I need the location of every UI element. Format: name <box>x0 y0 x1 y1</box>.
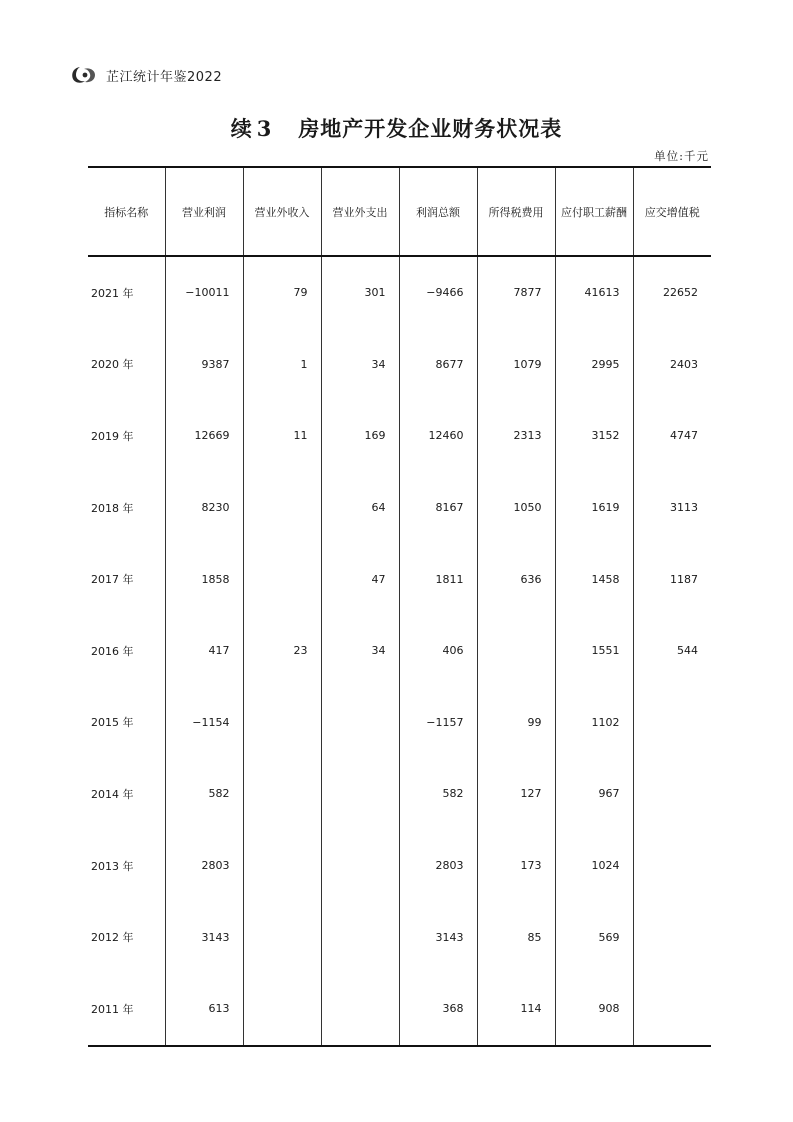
column-header: 利润总额 <box>399 167 477 256</box>
data-cell: 1079 <box>477 329 555 401</box>
running-header <box>70 64 222 86</box>
yearbook-logo-icon <box>70 65 98 85</box>
data-cell: 47 <box>321 543 399 615</box>
row-label-cell: 2019 年 <box>91 429 134 443</box>
data-cell: −9466 <box>399 256 477 329</box>
data-cell <box>321 830 399 902</box>
column-header: 所得税费用 <box>477 167 555 256</box>
data-cell: 368 <box>399 973 477 1046</box>
data-cell <box>243 687 321 759</box>
row-label-cell: 2021 年 <box>91 286 134 300</box>
data-cell <box>633 687 711 759</box>
unit-label: 单位:千元 <box>654 149 709 163</box>
table-row <box>88 329 711 401</box>
data-cell: 8677 <box>399 329 477 401</box>
data-cell: 1024 <box>555 830 633 902</box>
column-header: 应交增值税 <box>633 167 711 256</box>
data-cell: 967 <box>555 758 633 830</box>
table-row <box>88 758 711 830</box>
column-header: 指标名称 <box>88 167 165 256</box>
row-label-cell: 2016 年 <box>91 644 134 658</box>
data-cell <box>633 901 711 973</box>
data-cell: 569 <box>555 901 633 973</box>
data-cell: 2995 <box>555 329 633 401</box>
data-cell: 9387 <box>165 329 243 401</box>
data-cell: 301 <box>321 256 399 329</box>
data-cell: 1619 <box>555 472 633 544</box>
table-row <box>88 615 711 687</box>
data-cell <box>243 973 321 1046</box>
book-title: 芷江统计年鉴2022 <box>106 69 223 85</box>
data-cell: 636 <box>477 543 555 615</box>
data-cell: 1102 <box>555 687 633 759</box>
data-cell: −10011 <box>165 256 243 329</box>
data-cell: 34 <box>321 615 399 687</box>
row-label-cell: 2017 年 <box>91 573 134 587</box>
data-cell: 12460 <box>399 400 477 472</box>
row-label-cell: 2015 年 <box>91 716 134 730</box>
data-cell: 2803 <box>399 830 477 902</box>
data-cell: −1154 <box>165 687 243 759</box>
data-cell: 8230 <box>165 472 243 544</box>
title-prefix: 续 <box>230 116 253 141</box>
data-cell: 99 <box>477 687 555 759</box>
data-cell: 85 <box>477 901 555 973</box>
row-label-cell: 2011 年 <box>88 973 165 1046</box>
data-cell: 64 <box>321 472 399 544</box>
data-cell: 2803 <box>165 830 243 902</box>
data-cell: 1 <box>243 329 321 401</box>
data-cell <box>633 830 711 902</box>
data-cell: 12669 <box>165 400 243 472</box>
data-cell <box>477 615 555 687</box>
data-cell: 582 <box>165 758 243 830</box>
data-cell: 8167 <box>399 472 477 544</box>
data-cell: 3143 <box>165 901 243 973</box>
data-cell <box>321 973 399 1046</box>
data-cell: 1187 <box>633 543 711 615</box>
table-row <box>88 973 711 1046</box>
data-cell: 3152 <box>555 400 633 472</box>
data-cell: 7877 <box>477 256 555 329</box>
table-header-row <box>88 167 711 256</box>
data-cell: −1157 <box>399 687 477 759</box>
data-cell: 908 <box>555 973 633 1046</box>
data-cell <box>243 758 321 830</box>
page-title <box>0 113 793 143</box>
data-cell: 11 <box>243 400 321 472</box>
column-header: 营业利润 <box>165 167 243 256</box>
data-cell: 1811 <box>399 543 477 615</box>
data-cell: 3143 <box>399 901 477 973</box>
data-cell: 4747 <box>633 400 711 472</box>
data-cell: 582 <box>399 758 477 830</box>
data-cell <box>243 543 321 615</box>
row-label-cell: 2012 年 <box>91 931 134 945</box>
column-header: 应付职工薪酬 <box>555 167 633 256</box>
data-cell: 22652 <box>633 256 711 329</box>
data-cell: 2313 <box>477 400 555 472</box>
table-row <box>88 256 711 329</box>
data-cell: 23 <box>243 615 321 687</box>
finance-table <box>88 166 711 1047</box>
data-cell <box>321 901 399 973</box>
data-cell: 613 <box>165 973 243 1046</box>
data-cell <box>321 758 399 830</box>
data-cell <box>243 830 321 902</box>
column-header: 营业外收入 <box>243 167 321 256</box>
table-row <box>88 901 711 973</box>
data-cell: 2403 <box>633 329 711 401</box>
title-text: 房地产开发企业财务状况表 <box>298 116 563 141</box>
data-cell <box>633 758 711 830</box>
row-label-cell: 2013 年 <box>91 859 134 873</box>
data-cell: 41613 <box>555 256 633 329</box>
data-cell: 1858 <box>165 543 243 615</box>
data-cell: 406 <box>399 615 477 687</box>
data-cell <box>243 901 321 973</box>
data-cell: 1551 <box>555 615 633 687</box>
data-cell <box>243 472 321 544</box>
table-row <box>88 687 711 759</box>
row-label-cell: 2014 年 <box>91 787 134 801</box>
data-cell: 79 <box>243 256 321 329</box>
data-cell: 417 <box>165 615 243 687</box>
data-cell <box>321 687 399 759</box>
data-cell: 173 <box>477 830 555 902</box>
data-cell <box>633 973 711 1046</box>
data-cell: 3113 <box>633 472 711 544</box>
data-cell: 1050 <box>477 472 555 544</box>
data-cell: 544 <box>633 615 711 687</box>
data-cell: 169 <box>321 400 399 472</box>
table-row <box>88 830 711 902</box>
data-cell: 127 <box>477 758 555 830</box>
data-cell: 114 <box>477 973 555 1046</box>
row-label-cell: 2018 年 <box>91 501 134 515</box>
data-cell: 1458 <box>555 543 633 615</box>
row-label-cell: 2020 年 <box>91 358 134 372</box>
column-header: 营业外支出 <box>321 167 399 256</box>
table-row <box>88 543 711 615</box>
data-cell: 34 <box>321 329 399 401</box>
table-row <box>88 400 711 472</box>
table-row <box>88 472 711 544</box>
title-number: 3 <box>256 116 273 141</box>
